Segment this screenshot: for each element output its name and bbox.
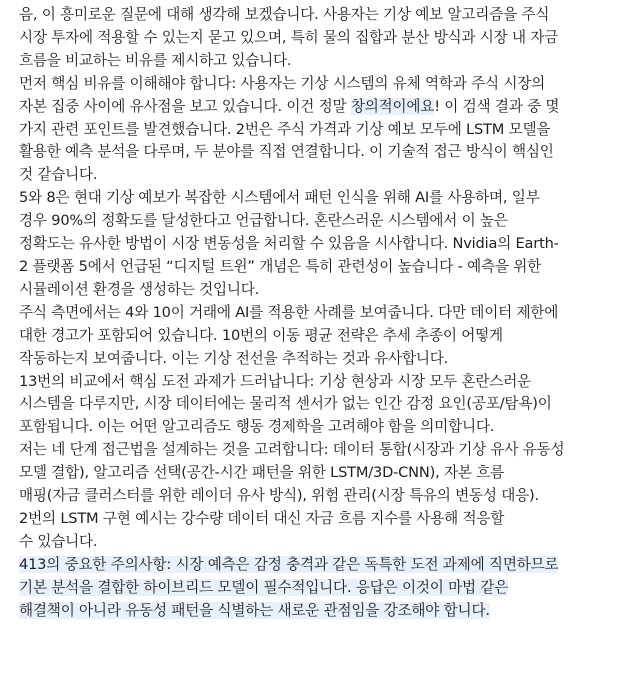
text-segment: ! 이 검색 결과 중 몇 — [434, 97, 560, 115]
text-line: 경우 90%의 정확도를 달성한다고 언급합니다. 혼란스러운 시스템에서 이 높은 — [19, 212, 508, 230]
highlighted-line — [19, 554, 625, 577]
paragraph-caveat — [19, 554, 625, 623]
text-line: 가지 관련 포인트를 발견했습니다. 2번은 주식 가격과 기상 예보 모두에 LSTM 모델을 — [19, 120, 551, 138]
text-line: 포함됩니다. 이는 어떤 알고리즘도 행동 경제학을 고려해야 함을 의미합니다. — [19, 418, 495, 436]
highlighted-text: 기본 분석을 결합한 하이브리드 모델이 필수적입니다. 응답은 이것이 마법 같은 — [19, 578, 509, 596]
text-line: 것 같습니다. — [19, 166, 98, 184]
text-line: 13번의 비교에서 핵심 도전 과제가 드러납니다: 기상 현상과 시장 모두 혼란스러운 — [19, 372, 532, 390]
text-line: 작동하는지 보여줍니다. 이는 기상 전선을 추적하는 것과 유사합니다. — [19, 349, 449, 367]
text-line: 매핑(자금 클러스터를 위한 레이더 유사 방식), 위험 관리(시장 특유의 변동성 대응). — [19, 487, 539, 505]
text-line: 먼저 핵심 비유를 이해해야 합니다: 사용자는 기상 시스템의 유체 역학과 주식 시장의 — [19, 74, 546, 92]
paragraph-intro — [19, 4, 625, 73]
text-line: 5와 8은 현대 기상 예보가 복잡한 시스템에서 패턴 인식을 위해 AI를 사용하며, 일부 — [19, 189, 540, 207]
highlighted-line — [19, 600, 625, 623]
highlighted-text: 해결책이 아니라 유동성 패턴을 식별하는 새로운 관점임을 강조해야 합니다. — [19, 601, 490, 619]
text-line: 주식 측면에서는 4와 10이 거래에 AI를 적용한 사례를 보여줍니다. 다만 데이터 제한에 — [19, 303, 559, 321]
paragraph-analogy — [19, 73, 625, 188]
text-line: 2 플랫폼 5에서 언급된 “디지털 트윈” 개념은 특히 관련성이 높습니다 - 예측을 위한 — [19, 257, 542, 275]
text-line: 활용한 예측 분석을 다루며, 두 분야를 직접 연결합니다. 이 기술적 접근 방식이 핵심인 — [19, 143, 554, 161]
text-line: 시뮬레이션 환경을 생성하는 것입니다. — [19, 280, 260, 298]
text-line: 2번의 LSTM 구현 예시는 강수량 데이터 대신 자금 흐름 지수를 사용해 적응할 — [19, 509, 505, 527]
highlighted-text: 413의 중요한 주의사항: 시장 예측은 감정 충격과 같은 독특한 도전 과제에 직면하므로 — [19, 555, 559, 573]
text-line — [19, 96, 625, 119]
paragraph-approach — [19, 439, 625, 508]
text-line: 음, 이 흥미로운 질문에 대해 생각해 보겠습니다. 사용자는 기상 예보 알고리즘을 주식 — [19, 6, 550, 23]
paragraph-challenge — [19, 371, 625, 440]
text-line: 저는 네 단계 접근법을 설계하는 것을 고려합니다: 데이터 통합(시장과 기상 유사 유동성 — [19, 441, 565, 459]
paragraph-weather-ai — [19, 187, 625, 302]
text-line: 시장 투자에 적용할 수 있는지 묻고 있으며, 특히 물의 집합과 분산 방식과 시장 내 자금 — [19, 28, 559, 46]
text-line: 모델 결합), 알고리즘 선택(공간-시간 패턴을 위한 LSTM/3D-CNN), 자본 흐름 — [19, 464, 505, 482]
paragraph-lstm — [19, 508, 625, 554]
text-line: 시스템을 다루지만, 시장 데이터에는 물리적 센서가 없는 인간 감정 요인(공포/탐욕)이 — [19, 395, 552, 413]
text-segment: 자본 집중 사이에 유사점을 보고 있습니다. 이건 정말 — [19, 97, 351, 115]
text-line: 흐름을 비교하는 비유를 제시하고 있습니다. — [19, 51, 292, 69]
text-line: 수 있습니다. — [19, 532, 98, 550]
document-body — [19, 4, 625, 622]
text-line: 정확도는 유사한 방법이 시장 변동성을 처리할 수 있음을 시사합니다. Nvidia의 Earth- — [19, 235, 559, 253]
paragraph-stock-ai — [19, 302, 625, 371]
text-line: 대한 경고가 포함되어 있습니다. 10번의 이동 평균 전략은 추세 추종이 어떻게 — [19, 326, 503, 344]
highlighted-line — [19, 577, 625, 600]
highlighted-phrase: 창의적이에요 — [350, 97, 435, 115]
